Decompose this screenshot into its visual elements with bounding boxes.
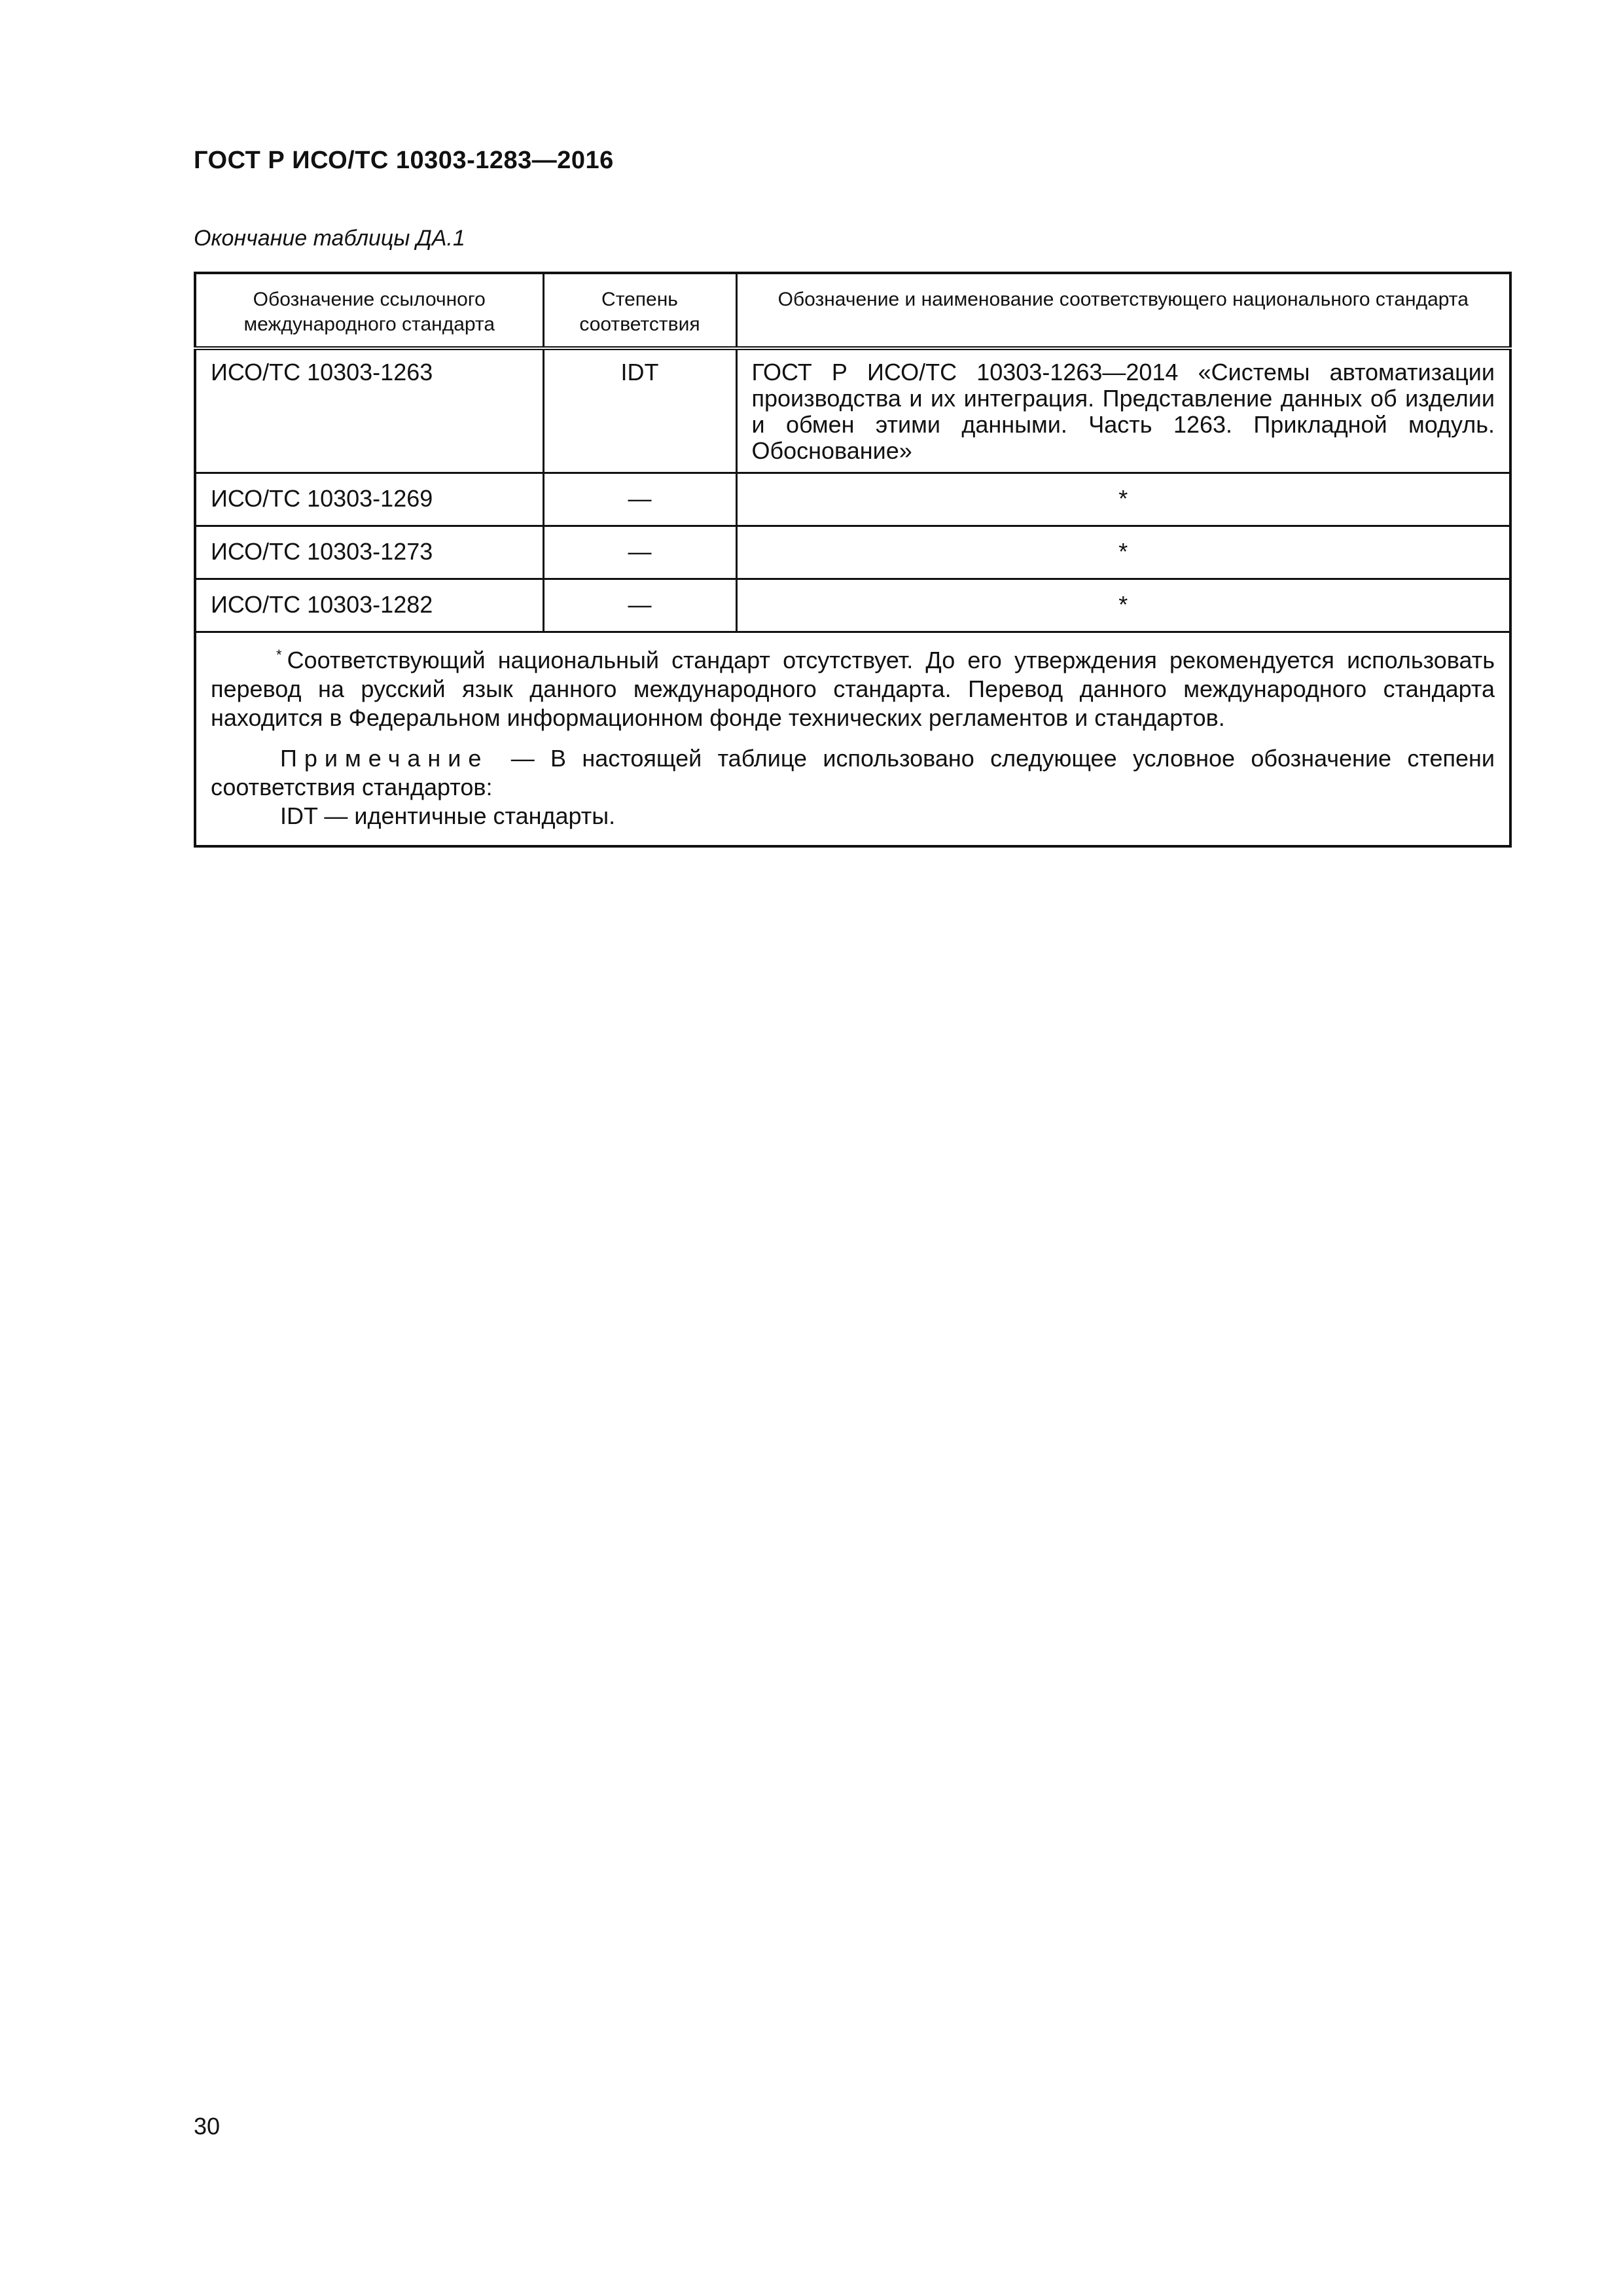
table-row xyxy=(195,526,1510,579)
footnote-mark: * xyxy=(276,647,282,663)
table-caption: Окончание таблицы ДА.1 xyxy=(194,226,465,251)
national-standard-cell: * xyxy=(736,473,1510,526)
reference-standard-cell: ИСО/ТС 10303-1269 xyxy=(195,473,543,526)
reference-standard-cell: ИСО/ТС 10303-1263 xyxy=(195,348,543,473)
degree-cell: — xyxy=(543,526,736,579)
standards-table xyxy=(194,272,1512,848)
table-header-row xyxy=(195,273,1510,348)
footnote-text: Соответствующий национальный стандарт отсутствует. До его утверждения рекомендуется использовать перевод на русский язык данного международного стандарта. Перевод данного международного стандарта находится в Федеральном информационном фонде технических регламентов и стандартов. xyxy=(211,647,1495,731)
note-legend: IDT — идентичные стандарты. xyxy=(280,802,616,829)
footnote-cell xyxy=(195,632,1510,847)
degree-cell: — xyxy=(543,473,736,526)
degree-cell: — xyxy=(543,579,736,632)
column-header-degree: Степень соответствия xyxy=(543,273,736,348)
reference-standard-cell: ИСО/ТС 10303-1273 xyxy=(195,526,543,579)
standards-table-container xyxy=(194,272,1509,848)
column-header-national: Обозначение и наименование соответствующего национального стандарта xyxy=(736,273,1510,348)
table-footnote-row xyxy=(195,632,1510,847)
note-text: — В настоящей таблице использовано следующее условное обозначение степени соответствия стандартов: xyxy=(211,745,1495,800)
page-number: 30 xyxy=(194,2113,221,2140)
table-row xyxy=(195,579,1510,632)
note-label: Примечание xyxy=(280,745,489,772)
table-row xyxy=(195,348,1510,473)
note-paragraph xyxy=(211,744,1495,802)
national-standard-cell: * xyxy=(736,526,1510,579)
table-row xyxy=(195,473,1510,526)
reference-standard-cell: ИСО/ТС 10303-1282 xyxy=(195,579,543,632)
national-standard-cell: ГОСТ Р ИСО/ТС 10303-1263—2014 «Системы автоматизации производства и их интеграция. Представление данных об изделии и обмен этими данными. Часть 1263. Прикладной модуль. Обоснование» xyxy=(736,348,1510,473)
national-standard-cell: * xyxy=(736,579,1510,632)
footnote-paragraph xyxy=(211,646,1495,732)
degree-cell: IDT xyxy=(543,348,736,473)
document-header: ГОСТ Р ИСО/ТС 10303-1283—2016 xyxy=(194,147,614,174)
column-header-reference: Обозначение ссылочного международного стандарта xyxy=(195,273,543,348)
